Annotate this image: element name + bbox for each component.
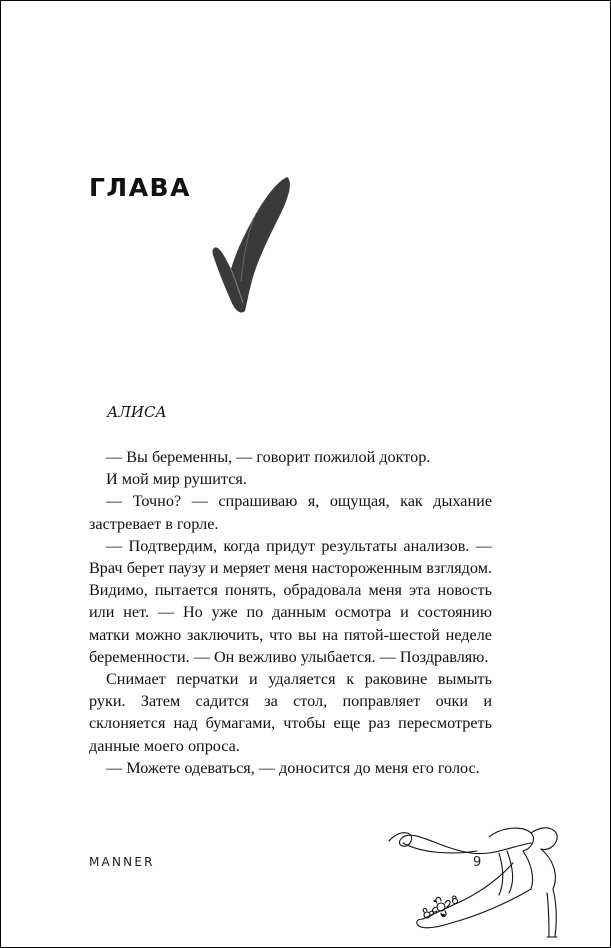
section-name: АЛИСА — [107, 403, 167, 421]
body-text — [89, 446, 492, 779]
paragraph: И мой мир рушится. — [106, 470, 247, 489]
chapter-number-glyph — [201, 169, 311, 319]
paragraph: Снимает перчатки и удаляется к раковине вымыть руки. Затем садится за стол, поправляет очки и склоняется над бумагами, чтобы еще раз пересмотреть данные моего опроса. — [89, 670, 492, 755]
page-number: 9 — [473, 855, 482, 870]
chapter-number — [201, 169, 311, 319]
paragraph: — Подтвердим, когда придут результаты анализов. — Врач берет паузу и меряет меня настороженным взглядом. Видимо, пытается понять, обрадовала меня эта новость или нет. — Но уже по данным осмотра и состоянию матки можно заключить, что вы на пятой-шестой неделе беременности. — Он вежливо улыбается. — Поздравляю. — [89, 536, 492, 666]
paragraph: — Вы беременны, — говорит пожилой доктор. — [106, 448, 431, 466]
chapter-label: ГЛАВА — [89, 173, 191, 202]
paragraph: — Точно? — спрашиваю я, ощущая, как дыхание застревает в горле. — [89, 492, 492, 533]
high-heel-shoe-icon — [381, 823, 591, 941]
footer-brand: MANNER — [89, 855, 155, 869]
paragraph: — Можете одеваться, — доносится до меня его голос. — [106, 758, 480, 777]
